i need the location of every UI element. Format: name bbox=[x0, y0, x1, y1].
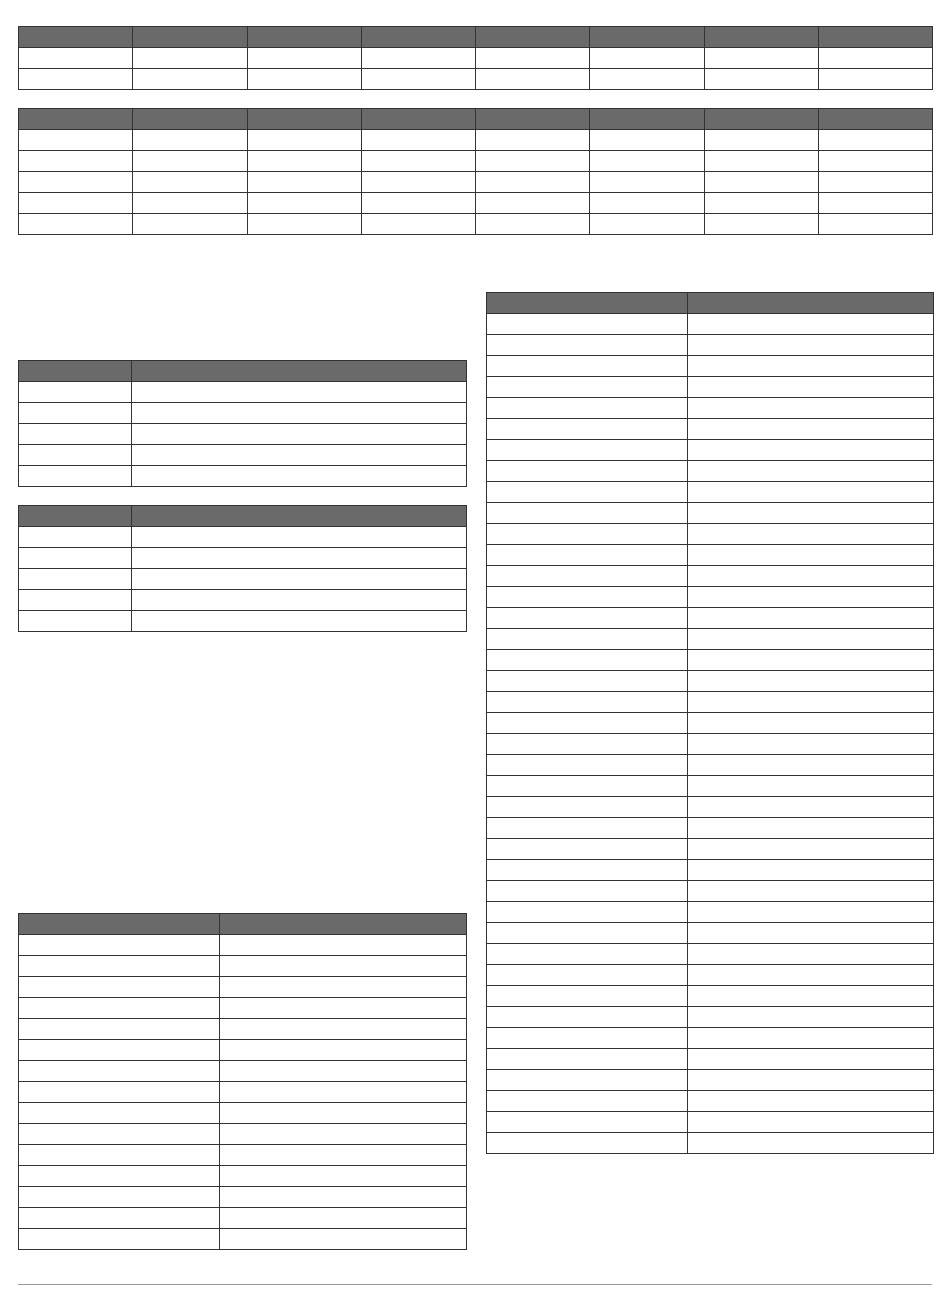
table-cell bbox=[19, 403, 132, 424]
table-cell bbox=[476, 69, 590, 90]
table-row bbox=[487, 356, 934, 377]
table-cell bbox=[688, 1112, 934, 1133]
column-header bbox=[590, 27, 704, 48]
table-row bbox=[19, 172, 933, 193]
table-cell bbox=[132, 611, 467, 632]
table-cell bbox=[220, 1229, 467, 1250]
table-cell bbox=[132, 590, 467, 611]
table-row bbox=[19, 590, 467, 611]
table-row bbox=[19, 424, 467, 445]
column-header bbox=[590, 109, 704, 130]
table-row bbox=[487, 545, 934, 566]
table-cell bbox=[688, 461, 934, 482]
table-row bbox=[487, 860, 934, 881]
table-cell bbox=[688, 377, 934, 398]
table-row bbox=[19, 935, 467, 956]
table-cell bbox=[590, 69, 704, 90]
table-cell bbox=[19, 48, 133, 69]
table-header-row bbox=[19, 361, 467, 382]
table-cell bbox=[688, 314, 934, 335]
table-cell bbox=[132, 445, 467, 466]
table-row bbox=[19, 998, 467, 1019]
table-cell bbox=[688, 965, 934, 986]
table-cell bbox=[688, 860, 934, 881]
table-cell bbox=[688, 734, 934, 755]
table-cell bbox=[704, 214, 818, 235]
table-cell bbox=[361, 48, 475, 69]
table-cell bbox=[590, 172, 704, 193]
table-row bbox=[487, 839, 934, 860]
table-row bbox=[487, 671, 934, 692]
footer-rule bbox=[18, 1284, 932, 1285]
table-cell bbox=[487, 650, 688, 671]
table-cell bbox=[220, 1103, 467, 1124]
table-cell bbox=[688, 545, 934, 566]
table-cell bbox=[688, 503, 934, 524]
table-cell bbox=[19, 1124, 220, 1145]
table-cell bbox=[688, 608, 934, 629]
table-cell bbox=[19, 1061, 220, 1082]
table-row bbox=[487, 650, 934, 671]
table-header-row bbox=[19, 109, 933, 130]
table-cell bbox=[132, 527, 467, 548]
table-cell bbox=[361, 130, 475, 151]
table-cell bbox=[688, 839, 934, 860]
table-row bbox=[487, 965, 934, 986]
table-cell bbox=[487, 713, 688, 734]
table-cell bbox=[361, 69, 475, 90]
table-cell bbox=[19, 130, 133, 151]
table-row bbox=[19, 403, 467, 424]
table-cell bbox=[487, 461, 688, 482]
table-cell bbox=[487, 440, 688, 461]
table-row bbox=[487, 1049, 934, 1070]
table-cell bbox=[487, 797, 688, 818]
table-cell bbox=[19, 527, 132, 548]
table-cell bbox=[247, 193, 361, 214]
table-row bbox=[19, 1145, 467, 1166]
table-row bbox=[487, 881, 934, 902]
table-cell bbox=[19, 1229, 220, 1250]
table-cell bbox=[487, 734, 688, 755]
table-cell bbox=[487, 965, 688, 986]
table-cell bbox=[220, 1145, 467, 1166]
table-row bbox=[19, 548, 467, 569]
table-row bbox=[19, 69, 933, 90]
table-row bbox=[19, 569, 467, 590]
table-cell bbox=[19, 977, 220, 998]
table-cell bbox=[487, 1070, 688, 1091]
table-cell bbox=[487, 671, 688, 692]
table-cell bbox=[19, 548, 132, 569]
table-cell bbox=[19, 172, 133, 193]
table-cell bbox=[220, 1208, 467, 1229]
column-header bbox=[247, 27, 361, 48]
table-cell bbox=[487, 818, 688, 839]
table-cell bbox=[487, 398, 688, 419]
column-header bbox=[19, 361, 132, 382]
table-cell bbox=[19, 590, 132, 611]
table-header-row bbox=[19, 914, 467, 935]
column-header bbox=[361, 109, 475, 130]
table-row bbox=[19, 611, 467, 632]
table-cell bbox=[688, 629, 934, 650]
table-cell bbox=[476, 151, 590, 172]
table-cell bbox=[487, 314, 688, 335]
table-cell bbox=[19, 1145, 220, 1166]
table-cell bbox=[19, 214, 133, 235]
table-cell bbox=[19, 935, 220, 956]
table-cell bbox=[818, 48, 932, 69]
table-row bbox=[487, 1133, 934, 1154]
table-row bbox=[487, 1091, 934, 1112]
table-cell bbox=[361, 193, 475, 214]
table-row bbox=[487, 503, 934, 524]
table-cell bbox=[688, 650, 934, 671]
table-cell bbox=[688, 1007, 934, 1028]
table-cell bbox=[487, 1007, 688, 1028]
table-row bbox=[487, 461, 934, 482]
table-cell bbox=[19, 69, 133, 90]
column-header bbox=[132, 361, 467, 382]
table-row bbox=[487, 1007, 934, 1028]
table-cell bbox=[688, 797, 934, 818]
table-cell bbox=[487, 482, 688, 503]
column-header bbox=[19, 506, 132, 527]
table-cell bbox=[688, 755, 934, 776]
table-row bbox=[19, 1187, 467, 1208]
table-cell bbox=[704, 193, 818, 214]
table-cell bbox=[688, 419, 934, 440]
table-cell bbox=[688, 398, 934, 419]
table-cell bbox=[688, 587, 934, 608]
table-cell bbox=[487, 755, 688, 776]
table-cell bbox=[132, 403, 467, 424]
table-cell bbox=[133, 69, 247, 90]
table-row bbox=[19, 956, 467, 977]
table-cell bbox=[247, 151, 361, 172]
table-cell bbox=[220, 1040, 467, 1061]
table-row bbox=[487, 818, 934, 839]
table-row bbox=[487, 377, 934, 398]
table-cell bbox=[487, 986, 688, 1007]
table-cell bbox=[19, 151, 133, 172]
table-row bbox=[487, 1112, 934, 1133]
table-cell bbox=[133, 193, 247, 214]
table-row bbox=[487, 629, 934, 650]
column-header bbox=[704, 109, 818, 130]
table-row bbox=[19, 1019, 467, 1040]
table-cell bbox=[19, 466, 132, 487]
table-cell bbox=[688, 440, 934, 461]
table-row bbox=[487, 314, 934, 335]
table-row bbox=[487, 419, 934, 440]
table-cell bbox=[818, 214, 932, 235]
table-row bbox=[19, 1061, 467, 1082]
table-cell bbox=[476, 193, 590, 214]
table-cell bbox=[19, 382, 132, 403]
table-cell bbox=[487, 587, 688, 608]
table-row bbox=[487, 482, 934, 503]
table-cell bbox=[487, 419, 688, 440]
table-cell bbox=[487, 692, 688, 713]
table-cell bbox=[487, 1091, 688, 1112]
table-cell bbox=[132, 548, 467, 569]
table-cell bbox=[688, 1133, 934, 1154]
table-cell bbox=[132, 382, 467, 403]
table-cell bbox=[590, 214, 704, 235]
table-cell bbox=[220, 1124, 467, 1145]
table-cell bbox=[132, 424, 467, 445]
table-cell bbox=[818, 193, 932, 214]
table-row bbox=[487, 944, 934, 965]
table-cell bbox=[19, 956, 220, 977]
table-top-2 bbox=[18, 108, 933, 235]
table-cell bbox=[688, 692, 934, 713]
table-cell bbox=[487, 860, 688, 881]
table-row bbox=[19, 1082, 467, 1103]
table-row bbox=[487, 1070, 934, 1091]
table-cell bbox=[487, 1112, 688, 1133]
table-row bbox=[487, 902, 934, 923]
table-row bbox=[487, 776, 934, 797]
table-cell bbox=[220, 1061, 467, 1082]
column-header bbox=[688, 293, 934, 314]
table-cell bbox=[688, 335, 934, 356]
table-cell bbox=[487, 377, 688, 398]
table-row bbox=[19, 1124, 467, 1145]
table-row bbox=[487, 1028, 934, 1049]
table-cell bbox=[704, 130, 818, 151]
table-row bbox=[19, 1166, 467, 1187]
table-row bbox=[19, 1229, 467, 1250]
table-row bbox=[19, 466, 467, 487]
table-cell bbox=[476, 214, 590, 235]
table-cell bbox=[19, 445, 132, 466]
table-cell bbox=[132, 569, 467, 590]
table-cell bbox=[704, 48, 818, 69]
table-cell bbox=[487, 923, 688, 944]
table-row bbox=[487, 608, 934, 629]
column-header bbox=[476, 109, 590, 130]
table-cell bbox=[487, 944, 688, 965]
table-cell bbox=[688, 566, 934, 587]
table-cell bbox=[688, 713, 934, 734]
table-cell bbox=[19, 193, 133, 214]
table-cell bbox=[818, 130, 932, 151]
column-header bbox=[220, 914, 467, 935]
table-cell bbox=[476, 48, 590, 69]
table-cell bbox=[487, 566, 688, 587]
table-cell bbox=[220, 1082, 467, 1103]
table-row bbox=[487, 587, 934, 608]
table-right-1 bbox=[486, 292, 934, 1154]
table-left-3 bbox=[18, 913, 467, 1250]
table-cell bbox=[220, 1187, 467, 1208]
column-header bbox=[19, 27, 133, 48]
table-cell bbox=[19, 611, 132, 632]
table-cell bbox=[704, 69, 818, 90]
table-row bbox=[487, 986, 934, 1007]
table-cell bbox=[133, 214, 247, 235]
table-cell bbox=[19, 1208, 220, 1229]
table-cell bbox=[220, 998, 467, 1019]
table-cell bbox=[688, 776, 934, 797]
table-cell bbox=[487, 629, 688, 650]
table-cell bbox=[476, 172, 590, 193]
column-header bbox=[361, 27, 475, 48]
table-cell bbox=[590, 130, 704, 151]
column-header bbox=[132, 506, 467, 527]
table-cell bbox=[487, 608, 688, 629]
column-header bbox=[487, 293, 688, 314]
table-cell bbox=[688, 1070, 934, 1091]
table-cell bbox=[19, 1019, 220, 1040]
table-left-1 bbox=[18, 360, 467, 487]
table-cell bbox=[361, 151, 475, 172]
table-cell bbox=[247, 214, 361, 235]
table-cell bbox=[247, 69, 361, 90]
table-row bbox=[19, 48, 933, 69]
table-cell bbox=[247, 130, 361, 151]
table-cell bbox=[688, 671, 934, 692]
table-cell bbox=[220, 935, 467, 956]
table-row bbox=[487, 524, 934, 545]
table-cell bbox=[19, 998, 220, 1019]
column-header bbox=[247, 109, 361, 130]
column-header bbox=[476, 27, 590, 48]
table-row bbox=[19, 214, 933, 235]
table-row bbox=[487, 566, 934, 587]
table-row bbox=[19, 445, 467, 466]
table-cell bbox=[487, 545, 688, 566]
table-cell bbox=[19, 1082, 220, 1103]
table-cell bbox=[487, 1028, 688, 1049]
table-cell bbox=[19, 1103, 220, 1124]
table-cell bbox=[704, 151, 818, 172]
table-cell bbox=[688, 881, 934, 902]
table-cell bbox=[688, 1091, 934, 1112]
table-left-2 bbox=[18, 505, 467, 632]
table-row bbox=[19, 382, 467, 403]
table-cell bbox=[133, 48, 247, 69]
table-cell bbox=[133, 130, 247, 151]
table-row bbox=[19, 1208, 467, 1229]
table-cell bbox=[688, 482, 934, 503]
table-cell bbox=[688, 1049, 934, 1070]
table-cell bbox=[818, 69, 932, 90]
table-cell bbox=[590, 151, 704, 172]
table-row bbox=[19, 130, 933, 151]
table-row bbox=[487, 797, 934, 818]
column-header bbox=[133, 109, 247, 130]
table-row bbox=[19, 1040, 467, 1061]
table-cell bbox=[19, 424, 132, 445]
table-cell bbox=[19, 1187, 220, 1208]
table-cell bbox=[590, 48, 704, 69]
table-cell bbox=[19, 1166, 220, 1187]
table-cell bbox=[133, 172, 247, 193]
table-row bbox=[19, 527, 467, 548]
table-row bbox=[19, 977, 467, 998]
table-cell bbox=[818, 172, 932, 193]
table-cell bbox=[487, 356, 688, 377]
table-cell bbox=[133, 151, 247, 172]
column-header bbox=[818, 109, 932, 130]
table-cell bbox=[487, 335, 688, 356]
table-cell bbox=[220, 1019, 467, 1040]
table-cell bbox=[688, 944, 934, 965]
table-cell bbox=[487, 503, 688, 524]
table-top-1 bbox=[18, 26, 933, 90]
table-cell bbox=[688, 356, 934, 377]
table-cell bbox=[487, 776, 688, 797]
column-header bbox=[818, 27, 932, 48]
table-cell bbox=[487, 881, 688, 902]
table-cell bbox=[19, 1040, 220, 1061]
table-header-row bbox=[487, 293, 934, 314]
table-row bbox=[487, 440, 934, 461]
table-cell bbox=[818, 151, 932, 172]
table-header-row bbox=[19, 27, 933, 48]
table-row bbox=[19, 193, 933, 214]
table-cell bbox=[19, 569, 132, 590]
table-cell bbox=[487, 1133, 688, 1154]
table-cell bbox=[487, 524, 688, 545]
table-cell bbox=[487, 839, 688, 860]
table-row bbox=[487, 923, 934, 944]
table-cell bbox=[220, 1166, 467, 1187]
table-row bbox=[19, 151, 933, 172]
table-cell bbox=[688, 986, 934, 1007]
table-row bbox=[487, 692, 934, 713]
column-header bbox=[19, 109, 133, 130]
table-cell bbox=[247, 172, 361, 193]
table-row bbox=[487, 755, 934, 776]
table-row bbox=[487, 335, 934, 356]
column-header bbox=[704, 27, 818, 48]
table-cell bbox=[487, 1049, 688, 1070]
table-cell bbox=[476, 130, 590, 151]
table-cell bbox=[590, 193, 704, 214]
table-cell bbox=[361, 214, 475, 235]
table-cell bbox=[704, 172, 818, 193]
table-row bbox=[487, 713, 934, 734]
table-cell bbox=[132, 466, 467, 487]
table-cell bbox=[220, 977, 467, 998]
table-cell bbox=[220, 956, 467, 977]
table-cell bbox=[247, 48, 361, 69]
table-cell bbox=[688, 818, 934, 839]
table-cell bbox=[688, 902, 934, 923]
table-cell bbox=[688, 524, 934, 545]
table-cell bbox=[688, 1028, 934, 1049]
column-header bbox=[133, 27, 247, 48]
table-header-row bbox=[19, 506, 467, 527]
table-cell bbox=[487, 902, 688, 923]
table-cell bbox=[688, 923, 934, 944]
table-row bbox=[487, 398, 934, 419]
table-cell bbox=[361, 172, 475, 193]
table-row bbox=[19, 1103, 467, 1124]
column-header bbox=[19, 914, 220, 935]
table-row bbox=[487, 734, 934, 755]
